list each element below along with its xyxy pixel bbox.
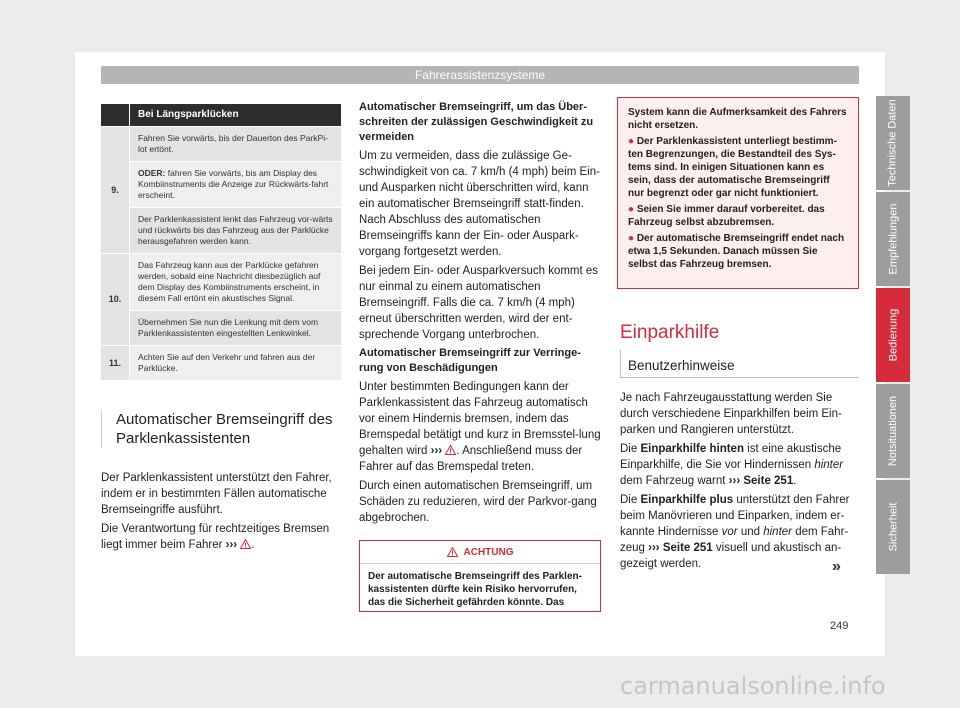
step-number: 10. bbox=[101, 254, 129, 345]
paragraph: Der Parklenkassistent unterstützt den Fahrer, indem er in bestimmten Fällen automatische Bremseingriffe ausführt. bbox=[101, 472, 332, 516]
chapter-sidebar bbox=[876, 96, 910, 576]
warning-header bbox=[360, 541, 600, 564]
table-row: ODER: fahren Sie vorwärts, bis am Display des Kombiinstruments die Anzeige zur Rückwärts-fahrt erscheint. bbox=[130, 161, 341, 207]
info-bullet: ● Seien Sie immer darauf vorbereitet. das Fahrzeug selbst abzubremsen. bbox=[628, 204, 825, 228]
table-group bbox=[101, 345, 341, 380]
page-header: Fahrerassistenzsysteme bbox=[101, 66, 859, 84]
left-column-text bbox=[101, 470, 341, 556]
info-bullet: ● Der Parklenkassistent unterliegt bestimm-ten Begrenzungen, die Bestandteil des Sys-tems sind. In einigen Situationen kann es sein, dass der automatische Bremseingriff nur begrenzt oder gar nicht funktioniert. bbox=[628, 136, 837, 199]
paragraph: Bei jedem Ein- oder Ausparkversuch kommt es nur einmal zu einem automatischen Bremseingriff. Falls die ca. 7 km/h (4 mph) erneut überschritten werden, wird der ent-sprechende Vorgang unterbrochen. bbox=[359, 265, 599, 341]
step-number: 9. bbox=[101, 127, 129, 253]
right-column-text bbox=[620, 390, 858, 575]
warning-text: Der automatische Bremseingriff des Parklen-kassistenten dürfte kein Risiko hervorrufen, das die Sicherheit gefährden könnte. Das bbox=[368, 571, 582, 608]
table-row: Achten Sie auf den Verkehr und fahren aus der Parklücke. bbox=[130, 346, 341, 380]
warning-icon bbox=[447, 547, 458, 557]
page-number: 249 bbox=[830, 620, 849, 632]
table-row: Übernehmen Sie nun die Lenkung mit dem vom Parklenkassistenten eingestellten Lenkwinkel. bbox=[130, 310, 341, 345]
tab-bedienung[interactable]: Bedienung bbox=[876, 288, 910, 382]
section-title: Automatischer Bremseingriff des Parklenkassistenten bbox=[101, 410, 341, 448]
paragraph: Die Verantwortung für rechtzeitiges Bremsen liegt immer beim Fahrer ››› . bbox=[101, 523, 330, 551]
reference-link[interactable]: ››› bbox=[225, 539, 238, 551]
subheading: Automatischer Bremseingriff, um das Über-schreiten der zulässigen Geschwindigkeit zu vermeiden bbox=[359, 101, 594, 143]
warning-icon bbox=[240, 539, 251, 549]
section-heading: Einparkhilfe bbox=[620, 322, 720, 343]
subsection-heading: Benutzerhinweise bbox=[620, 358, 859, 378]
paragraph: Unter bestimmten Bedingungen kann der Parklenkassistent das Fahrzeug automatisch vor einem Hindernis bremsen, indem das Bremspedal betätigt und kurz in Bremsstel-lung gehalten wird ››› . Anschließend muss der Fahrer auf das Bremspedal treten. bbox=[359, 381, 601, 473]
warning-icon bbox=[445, 445, 456, 455]
paragraph: Die Einparkhilfe hinten ist eine akustische Einparkhilfe, die Sie vor Hindernissen hinter dem Fahrzeug warnt ››› Seite 251. bbox=[620, 443, 844, 487]
watermark: carmanualsonline.info bbox=[620, 672, 886, 700]
warning-label: ACHTUNG bbox=[463, 546, 514, 558]
paragraph: Je nach Fahrzeugausstattung werden Sie durch verschiedene Einparkhilfen beim Ein-parken und Rangieren unterstützt. bbox=[620, 392, 842, 436]
paragraph: Um zu vermeiden, dass die zulässige Ge-schwindigkeit von ca. 7 km/h (4 mph) beim Ein- und Ausparken nicht überschritten wird, kann ein automatischer Bremseingriff statt-finden. Nach Abschluss des automatischen Bremseingriffs kann der Ein- oder Auspark-vorgang fortgesetzt werden. bbox=[359, 150, 600, 258]
tab-sicherheit[interactable]: Sicherheit bbox=[876, 480, 910, 574]
paragraph: Durch einen automatischen Bremseingriff, um Schäden zu reduzieren, wird der Parkvor-gang abgebrochen. bbox=[359, 480, 597, 524]
info-bullet: ● Der automatische Bremseingriff endet nach etwa 1,5 Sekunden. Danach müssen Sie selbst das Fahrzeug bremsen. bbox=[628, 233, 845, 270]
table-group bbox=[101, 126, 341, 253]
tab-notsituationen[interactable]: Notsituationen bbox=[876, 384, 910, 478]
info-box bbox=[617, 97, 859, 289]
step-number: 11. bbox=[101, 346, 129, 380]
table-header bbox=[101, 104, 341, 126]
info-intro: System kann die Aufmerksamkeit des Fahrers nicht ersetzen. bbox=[628, 107, 847, 131]
table-column-header: Bei Längsparklücken bbox=[129, 104, 341, 126]
table-group bbox=[101, 253, 341, 345]
continue-icon: » bbox=[832, 558, 841, 575]
tab-empfehlungen[interactable]: Empfehlungen bbox=[876, 192, 910, 286]
table-row: Fahren Sie vorwärts, bis der Dauerton des ParkPi-lot ertönt. bbox=[130, 127, 341, 161]
reference-link[interactable]: ››› bbox=[430, 445, 443, 457]
page-reference-link[interactable]: ››› Seite 251 bbox=[728, 475, 794, 487]
subheading: Automatischer Bremseingriff zur Verringe-rung von Beschädigungen bbox=[359, 347, 581, 374]
page-reference-link[interactable]: ››› Seite 251 bbox=[648, 542, 713, 554]
tab-technische-daten[interactable]: Technische Daten bbox=[876, 96, 910, 190]
table-row: Der Parklenkassistent lenkt das Fahrzeug vor-wärts und rückwärts bis das Fahrzeug aus der Parklücke herausgefahren werden kann. bbox=[130, 207, 341, 253]
table-row: Das Fahrzeug kann aus der Parklücke gefahren werden, sobald eine Nachricht diesbezüglich auf dem Display des Kombiinstruments erscheint, in diesem Fall ertönt ein akustisches Signal. bbox=[130, 254, 341, 310]
paragraph: Die Einparkhilfe plus unterstützt den Fahrer beim Manövrieren und Einparken, indem er-kannte Hindernisse vor und hinter dem Fahr-zeug ››› Seite 251 visuell und akustisch an-gezeigt werden. bbox=[620, 494, 850, 570]
middle-column-text bbox=[359, 100, 601, 529]
steps-table bbox=[101, 104, 341, 380]
warning-box bbox=[359, 540, 601, 612]
